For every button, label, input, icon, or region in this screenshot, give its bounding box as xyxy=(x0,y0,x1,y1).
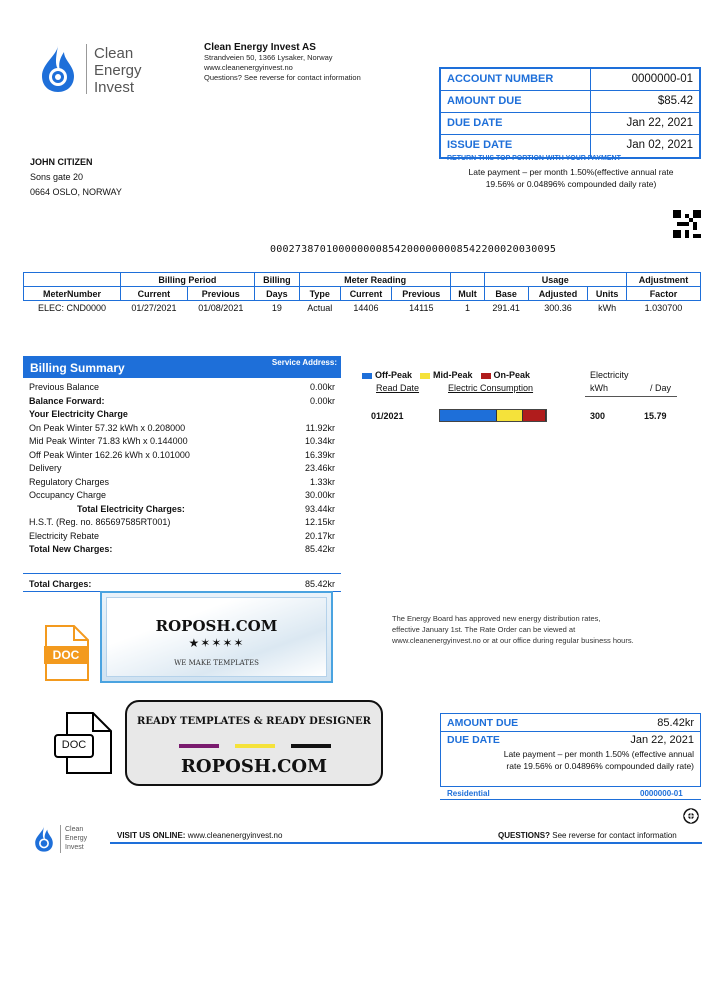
issue-date-value: Jan 02, 2021 xyxy=(626,139,693,151)
late-payment-top xyxy=(440,166,702,190)
amount-due-label: AMOUNT DUE xyxy=(441,91,591,112)
summary-label: Electricity Rebate xyxy=(29,530,100,541)
meter-col-header: Days xyxy=(254,287,299,301)
legend-swatch xyxy=(481,373,491,379)
summary-label: On Peak Winter 57.32 kWh x 0.208000 xyxy=(29,422,186,433)
ready-site: ROPOSH.COM xyxy=(180,756,328,777)
summary-label: Total New Charges: xyxy=(29,544,113,554)
doc-file-icon-orange xyxy=(44,624,90,682)
legend-mid-peak: Mid-Peak xyxy=(420,370,473,380)
registration-mark-icon xyxy=(683,808,699,824)
meter-col-header: Mult xyxy=(451,287,484,301)
summary-value: 23.46kr xyxy=(304,463,335,473)
meter-col-header: Current xyxy=(121,287,188,301)
doc-file-icon-outline xyxy=(53,711,115,775)
company-name: Clean Energy Invest AS xyxy=(204,42,316,53)
meter-col-header: Units xyxy=(588,287,627,301)
col-per-day: / Day xyxy=(650,383,672,393)
meter-group-usage: Usage xyxy=(484,273,626,287)
stub-account: 0000000-01 xyxy=(640,789,683,798)
summary-label: Off Peak Winter 162.26 kWh x 0.101000 xyxy=(29,449,190,460)
meter-col-header: Type xyxy=(299,287,340,301)
rate-notice xyxy=(392,613,634,646)
col-consumption: Electric Consumption xyxy=(448,383,534,393)
purple-dash xyxy=(179,744,219,748)
footer-logo-line-3: Invest xyxy=(65,844,84,851)
stub-amount-row xyxy=(441,714,700,732)
footer-questions xyxy=(498,831,677,840)
table-row xyxy=(24,301,701,315)
list-item xyxy=(29,422,335,436)
roposh-tagline: WE MAKE TEMPLATES xyxy=(174,659,259,667)
usage-legend xyxy=(362,370,530,380)
usage-bar-segment-off-peak xyxy=(440,410,497,421)
footer-logo-line-2: Energy xyxy=(65,835,88,842)
meter-col-header: MeterNumber xyxy=(24,287,121,301)
col-kwh: kWh xyxy=(590,383,608,393)
barcode-number: 0002738701000000008542000000008542200020030095 xyxy=(270,244,557,255)
summary-label: H.S.T. (Reg. no. 865697585RT001) xyxy=(29,517,171,527)
meter-group-meter-reading: Meter Reading xyxy=(299,273,450,287)
meter-col-header: Current xyxy=(340,287,392,301)
customer-address xyxy=(30,155,122,200)
meter-cell: 19 xyxy=(271,302,282,313)
meter-col-header: Previous xyxy=(187,287,254,301)
list-item xyxy=(29,476,335,490)
meter-col-header: Base xyxy=(484,287,528,301)
list-item xyxy=(29,449,335,463)
legend-off-peak: Off-Peak xyxy=(362,370,412,380)
stub-due-row xyxy=(441,732,700,748)
stub-residential: Residential xyxy=(447,789,490,798)
notice-line-2: effective January 1st. The Rate Order can be viewed at xyxy=(392,625,576,634)
summary-value: 12.15kr xyxy=(304,517,335,527)
stub-due-label: DUE DATE xyxy=(447,734,500,746)
footer-rule xyxy=(110,842,702,844)
billing-summary-title: Billing Summary xyxy=(30,361,125,375)
list-item xyxy=(29,395,335,409)
meter-cell: 14406 xyxy=(353,302,379,313)
stub-late-line-2: rate 19.56% or 0.04896% compounded daily rate) xyxy=(506,761,694,771)
summary-label: Your Electricity Charge xyxy=(29,409,128,419)
footer-logo-line-1: Clean xyxy=(65,826,84,833)
yellow-dash xyxy=(235,744,275,748)
account-number-value: 0000000-01 xyxy=(631,73,693,85)
footer-visit xyxy=(117,831,282,840)
rating-stars: ★✶✶✶✶ xyxy=(188,636,245,650)
customer-city: 0664 OSLO, NORWAY xyxy=(30,187,122,197)
list-item xyxy=(29,530,335,544)
usage-kwh: 300 xyxy=(590,411,606,421)
meter-cell: ELEC: CND0000 xyxy=(37,302,107,313)
summary-value: 20.17kr xyxy=(304,530,335,541)
summary-label: Delivery xyxy=(29,463,62,473)
summary-label: Mid Peak Winter 71.83 kWh x 0.144000 xyxy=(29,436,188,446)
meter-col-header: Previous xyxy=(392,287,451,301)
meter-cell: 1 xyxy=(465,302,471,313)
meter-group-header-row xyxy=(24,273,701,287)
summary-label: Previous Balance xyxy=(29,382,100,392)
list-item xyxy=(29,408,335,422)
qr-code xyxy=(673,210,701,238)
company-address: Strandveien 50, 1366 Lysaker, Norway xyxy=(204,53,333,62)
summary-label: Occupancy Charge xyxy=(29,490,107,500)
list-item xyxy=(29,543,335,557)
black-dash xyxy=(291,744,331,748)
stub-amount-value: 85.42kr xyxy=(657,717,694,729)
usage-per-day: 15.79 xyxy=(644,411,667,421)
footer-logo xyxy=(33,825,103,855)
stub-due-value: Jan 22, 2021 xyxy=(630,734,694,746)
meter-col-header: Adjusted xyxy=(528,287,588,301)
meter-cell: 01/08/2021 xyxy=(198,302,244,313)
doc-icon-label: DOC xyxy=(52,648,80,662)
col-read-date: Read Date xyxy=(376,383,420,393)
account-number-label: ACCOUNT NUMBER xyxy=(441,69,591,90)
due-date-label: DUE DATE xyxy=(441,113,591,134)
total-charges-label: Total Charges: xyxy=(29,579,92,589)
due-date-value: Jan 22, 2021 xyxy=(626,117,693,129)
usage-bar-segment-mid-peak xyxy=(497,410,522,421)
summary-value: 0.00kr xyxy=(309,382,335,392)
legend-on-peak: On-Peak xyxy=(481,370,531,380)
list-item xyxy=(29,381,335,395)
summary-label: Balance Forward: xyxy=(29,395,105,406)
meter-cell: 1.030700 xyxy=(644,302,683,313)
company-info xyxy=(204,42,424,83)
payment-stub xyxy=(440,713,701,787)
account-box xyxy=(439,67,701,159)
meter-cell: 300.36 xyxy=(544,302,572,313)
meter-cell: 291.41 xyxy=(492,302,520,313)
billing-summary xyxy=(23,356,341,592)
logo-line-3: Invest xyxy=(94,79,135,96)
meter-group-billing-period: Billing Period xyxy=(121,273,255,287)
total-charges-value: 85.42kr xyxy=(304,579,335,589)
amount-due-row xyxy=(441,91,699,113)
notice-line-1: The Energy Board has approved new energy distribution rates, xyxy=(392,614,601,623)
logo-line-1: Clean xyxy=(94,45,134,62)
summary-value: 16.39kr xyxy=(304,449,335,460)
late-payment-line-2: 19.56% or 0.04896% compounded daily rate) xyxy=(485,179,657,189)
summary-value: 11.92kr xyxy=(305,422,335,433)
late-payment-line-1: Late payment – per month 1.50%(effective annual rate xyxy=(468,167,674,177)
ready-templates-text: READY TEMPLATES & READY DESIGNER xyxy=(137,716,371,727)
footer-logo-flame-icon xyxy=(33,825,55,853)
billing-summary-header xyxy=(23,356,341,378)
due-date-row xyxy=(441,113,699,135)
meter-group-blank xyxy=(24,273,121,287)
chart-header-rule xyxy=(585,396,677,397)
usage-date: 01/2021 xyxy=(371,411,404,421)
usage-bar xyxy=(439,409,547,422)
return-note: RETURN THIS TOP PORTION WITH YOUR PAYMENT xyxy=(447,155,621,162)
stub-late-payment xyxy=(441,748,700,772)
summary-value: 93.44kr xyxy=(304,503,335,514)
list-item xyxy=(29,516,335,530)
notice-line-3: www.cleanenergyinvest.no or at our office during regular business hours. xyxy=(392,636,634,645)
amount-due-value: $85.42 xyxy=(657,95,693,107)
logo-flame-icon xyxy=(38,44,78,94)
legend-swatch xyxy=(362,373,372,379)
stub-rule xyxy=(440,799,701,800)
usage-bar-segment-on-peak xyxy=(523,410,546,421)
customer-street: Sons gate 20 xyxy=(30,172,84,182)
company-questions: Questions? See reverse for contact information xyxy=(204,73,361,82)
meter-cell: Actual xyxy=(307,302,333,313)
summary-value: 0.00kr xyxy=(309,395,335,406)
stub-amount-label: AMOUNT DUE xyxy=(447,717,519,729)
list-item xyxy=(29,489,335,503)
meter-cell: 14115 xyxy=(409,302,434,313)
footer-visit-label: VISIT US ONLINE: xyxy=(117,831,186,840)
meter-col-header: Factor xyxy=(626,287,700,301)
doc-outline-label: DOC xyxy=(61,739,87,751)
logo-line-2: Energy xyxy=(94,62,142,79)
list-item xyxy=(29,462,335,476)
customer-name: JOHN CITIZEN xyxy=(30,157,93,167)
list-item xyxy=(29,435,335,449)
total-charges-row xyxy=(23,576,341,592)
summary-label: Regulatory Charges xyxy=(29,476,110,487)
summary-value: 10.34kr xyxy=(304,436,335,446)
meter-header-row xyxy=(24,287,701,301)
legend-swatch xyxy=(420,373,430,379)
footer-questions-text: See reverse for contact information xyxy=(552,831,677,840)
footer-visit-url[interactable]: www.cleanenergyinvest.no xyxy=(187,831,283,840)
company-website[interactable]: www.cleanenergyinvest.no xyxy=(204,63,293,72)
ready-templates-card xyxy=(125,700,383,786)
summary-value: 30.00kr xyxy=(304,490,335,500)
col-electricity: Electricity xyxy=(590,370,629,380)
summary-value: 85.42kr xyxy=(304,544,335,554)
list-item xyxy=(29,503,335,517)
meter-cell: kWh xyxy=(598,302,617,313)
service-address-label: Service Address: xyxy=(271,358,337,367)
issue-date-label: ISSUE DATE xyxy=(441,135,591,157)
meter-group-billing: Billing xyxy=(254,273,299,287)
roposh-card xyxy=(100,591,333,683)
billing-summary-rows xyxy=(23,378,341,574)
account-number-row xyxy=(441,69,699,91)
roposh-site: ROPOSH.COM xyxy=(155,617,278,635)
meter-table xyxy=(23,272,701,315)
meter-group-blank-2 xyxy=(451,273,484,287)
issue-date-row xyxy=(441,135,699,157)
meter-group-adjustment: Adjustment xyxy=(626,273,700,287)
footer-questions-label: QUESTIONS? xyxy=(498,831,551,840)
summary-value: 1.33kr xyxy=(309,476,335,487)
company-logo xyxy=(38,44,158,96)
meter-cell: 01/27/2021 xyxy=(131,302,177,313)
stub-late-line-1: Late payment – per month 1.50% (effective annual xyxy=(503,749,694,759)
summary-label: Total Electricity Charges: xyxy=(77,503,185,514)
